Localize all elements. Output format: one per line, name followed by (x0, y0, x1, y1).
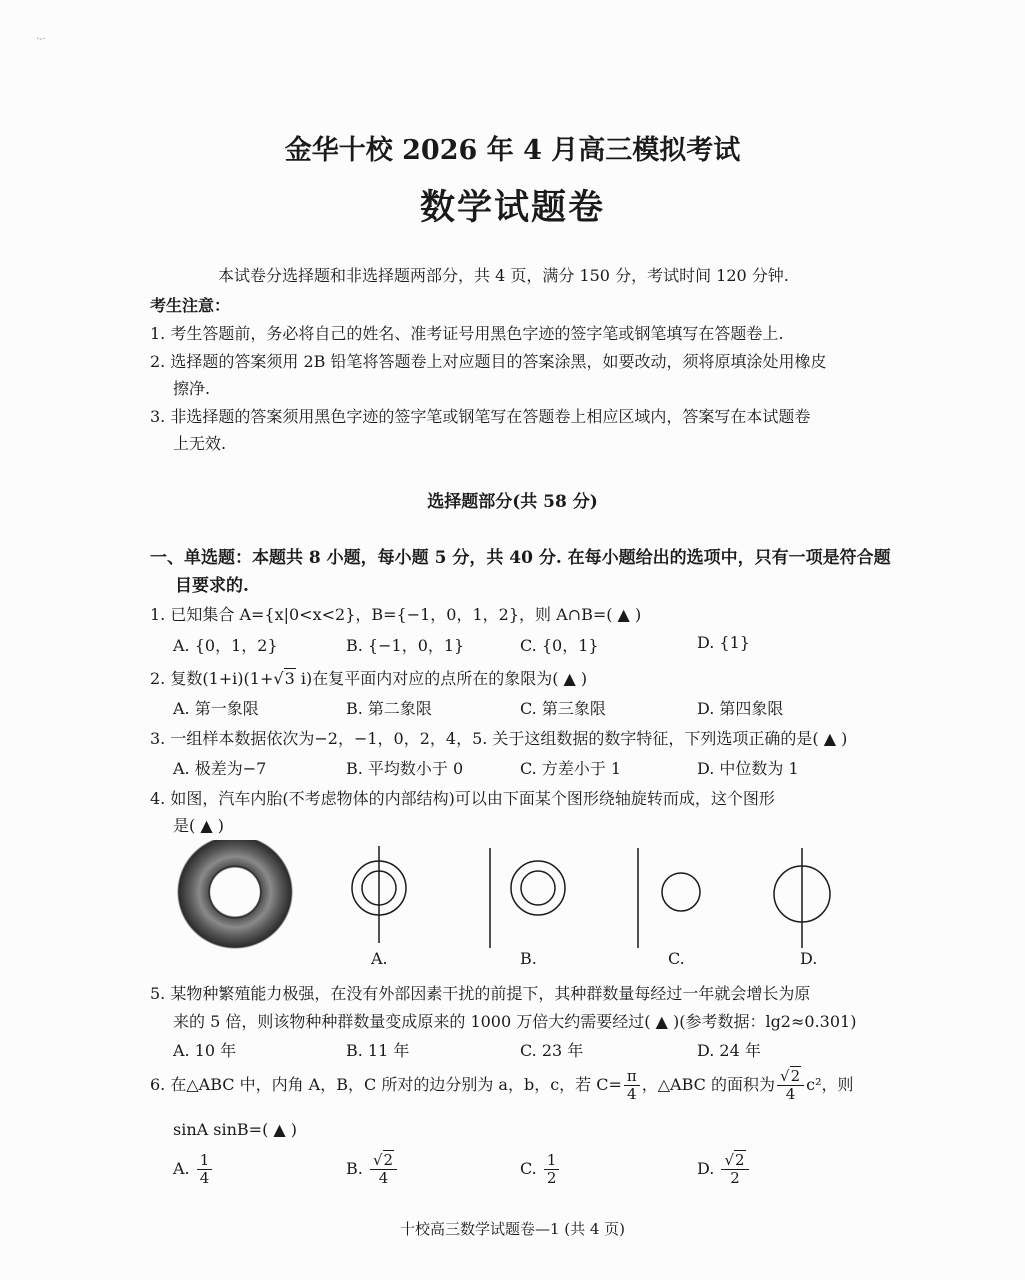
scan-mark: ·-· (36, 34, 46, 45)
q6-option-d-label: D. (697, 1159, 715, 1178)
notice-item-1: 1. 考生答题前，务必将自己的姓名、准考证号用黑色字迹的签字笔或钢笔填写在答题卷上. (150, 324, 784, 343)
q4-figures (0, 840, 1025, 975)
q6-option-c-num: 1 (544, 1152, 560, 1170)
q3-option-a: A. 极差为−7 (173, 759, 267, 778)
q3-stem: 3. 一组样本数据依次为−2，−1，0，2，4，5. 关于这组数据的数字特征，下列选项正确的是( ▲ ) (150, 729, 848, 748)
q6-area-num: 2 (790, 1067, 801, 1085)
notice-item-2-cont: 擦净. (173, 379, 211, 398)
q6-area-den: 4 (785, 1085, 796, 1103)
q3-option-c: C. 方差小于 1 (520, 759, 622, 778)
q2-option-b: B. 第二象限 (346, 699, 432, 718)
q4-option-a: A. (371, 949, 388, 968)
q1-option-a: A. {0，1，2} (173, 636, 278, 655)
q2-stem-post: i)在复平面内对应的点所在的象限为( ▲ ) (295, 669, 588, 688)
q6-option-d-fraction: $\frac{√2}{2}$ (721, 1152, 748, 1187)
intro-text: 本试卷分选择题和非选择题两部分，共 4 页，满分 150 分，考试时间 120 分钟. (218, 266, 789, 285)
q6-option-c (520, 1152, 561, 1187)
q6-option-b-den: 4 (378, 1169, 389, 1187)
q5-option-d: D. 24 年 (697, 1041, 761, 1060)
part-one-heading-cont: 目要求的. (175, 576, 249, 596)
notice-item-2: 2. 选择题的答案须用 2B 铅笔将答题卷上对应题目的答案涂黑，如要改动，须将原填涂处用橡皮 (150, 352, 827, 371)
q2-sqrt: 3 (284, 669, 295, 688)
q6-stem-mid: ，△ABC 的面积为 (641, 1075, 775, 1094)
page-footer: 十校高三数学试题卷—1 (共 4 页) (399, 1220, 626, 1238)
q3-option-d: D. 中位数为 1 (697, 759, 799, 778)
q6-angle-num: π (624, 1068, 640, 1086)
q2-stem-pre: 2. 复数(1+i)(1+ (150, 669, 274, 688)
notice-item-3: 3. 非选择题的答案须用黑色字迹的签字笔或钢笔写在答题卷上相应区域内，答案写在本试题卷 (150, 407, 811, 426)
q1-option-d: D. {1} (697, 633, 750, 652)
q6-stem (150, 1068, 854, 1103)
q6-option-b-fraction: $\frac{√2}{4}$ (370, 1152, 397, 1187)
q6-option-c-label: C. (520, 1159, 537, 1178)
q2-stem: 2. 复数(1+i)(1+√3 i)在复平面内对应的点所在的象限为( ▲ ) (150, 669, 588, 688)
q6-stem-cont: sinA sinB=( ▲ ) (173, 1120, 298, 1139)
q2-option-d: D. 第四象限 (697, 699, 784, 718)
notice-heading: 考生注意： (150, 296, 231, 315)
q6-option-d-num: 2 (735, 1151, 745, 1169)
figure-c (638, 848, 700, 948)
q6-option-d-den: 2 (730, 1169, 740, 1187)
q6-option-b-num: 2 (383, 1151, 394, 1169)
q6-option-a-label: A. (173, 1159, 190, 1178)
q4-option-d: D. (800, 949, 818, 968)
q6-option-a-den: 4 (199, 1169, 210, 1187)
q1-option-b: B. {−1，0，1} (346, 636, 465, 655)
q5-stem: 5. 某物种繁殖能力极强，在没有外部因素干扰的前提下，其种群数量每经过一年就会增长为原 (150, 984, 811, 1003)
figure-d (774, 848, 830, 948)
tire-image (177, 840, 293, 949)
q5-option-b: B. 11 年 (346, 1041, 410, 1060)
q6-area-fraction: $\frac{√2}{4}$ (777, 1068, 804, 1103)
q5-option-c: C. 23 年 (520, 1041, 584, 1060)
q5-stem-cont: 来的 5 倍，则该物种种群数量变成原来的 1000 万倍大约需要经过( ▲ )(参考数据：lg2≈0.301) (173, 1012, 857, 1031)
q6-stem-post: c²，则 (806, 1075, 854, 1094)
q4-option-b: B. (520, 949, 537, 968)
q6-option-a-fraction (197, 1152, 213, 1187)
q6-option-b-label: B. (346, 1159, 363, 1178)
paper-title: 数学试题卷 (419, 187, 605, 228)
q5-option-a: A. 10 年 (173, 1041, 237, 1060)
q6-angle-den: 4 (627, 1085, 637, 1103)
q1-option-c: C. {0，1} (520, 636, 599, 655)
q6-option-c-fraction (544, 1152, 560, 1187)
section-heading: 选择题部分(共 58 分) (427, 492, 598, 512)
q6-option-a (173, 1152, 214, 1187)
q6-option-b (346, 1152, 399, 1187)
notice-item-3-cont: 上无效. (173, 434, 227, 453)
q1-stem: 1. 已知集合 A={x|0<x<2}，B={−1，0，1，2}，则 A∩B=( ▲ ) (150, 605, 642, 624)
q6-stem-pre: 6. 在△ABC 中，内角 A，B，C 所对的边分别为 a，b，c，若 C= (150, 1075, 622, 1094)
q6-option-c-den: 2 (546, 1169, 557, 1187)
figure-b (490, 848, 565, 948)
q2-option-a: A. 第一象限 (173, 699, 259, 718)
q4-stem-cont: 是( ▲ ) (173, 816, 224, 835)
q6-option-d (697, 1152, 751, 1187)
figure-a (352, 846, 406, 943)
q6-angle-fraction (624, 1068, 640, 1103)
q3-option-b: B. 平均数小于 0 (346, 759, 464, 778)
q2-option-c: C. 第三象限 (520, 699, 606, 718)
part-one-heading: 一、单选题：本题共 8 小题，每小题 5 分，共 40 分. 在每小题给出的选项中，只有一项是符合题 (150, 548, 891, 568)
q4-option-c: C. (668, 949, 685, 968)
exam-title: 金华十校 2026 年 4 月高三模拟考试 (284, 135, 741, 166)
q4-stem: 4. 如图，汽车内胎(不考虑物体的内部结构)可以由下面某个图形绕轴旋转而成，这个图形 (150, 789, 775, 808)
q6-option-a-num: 1 (197, 1152, 213, 1170)
